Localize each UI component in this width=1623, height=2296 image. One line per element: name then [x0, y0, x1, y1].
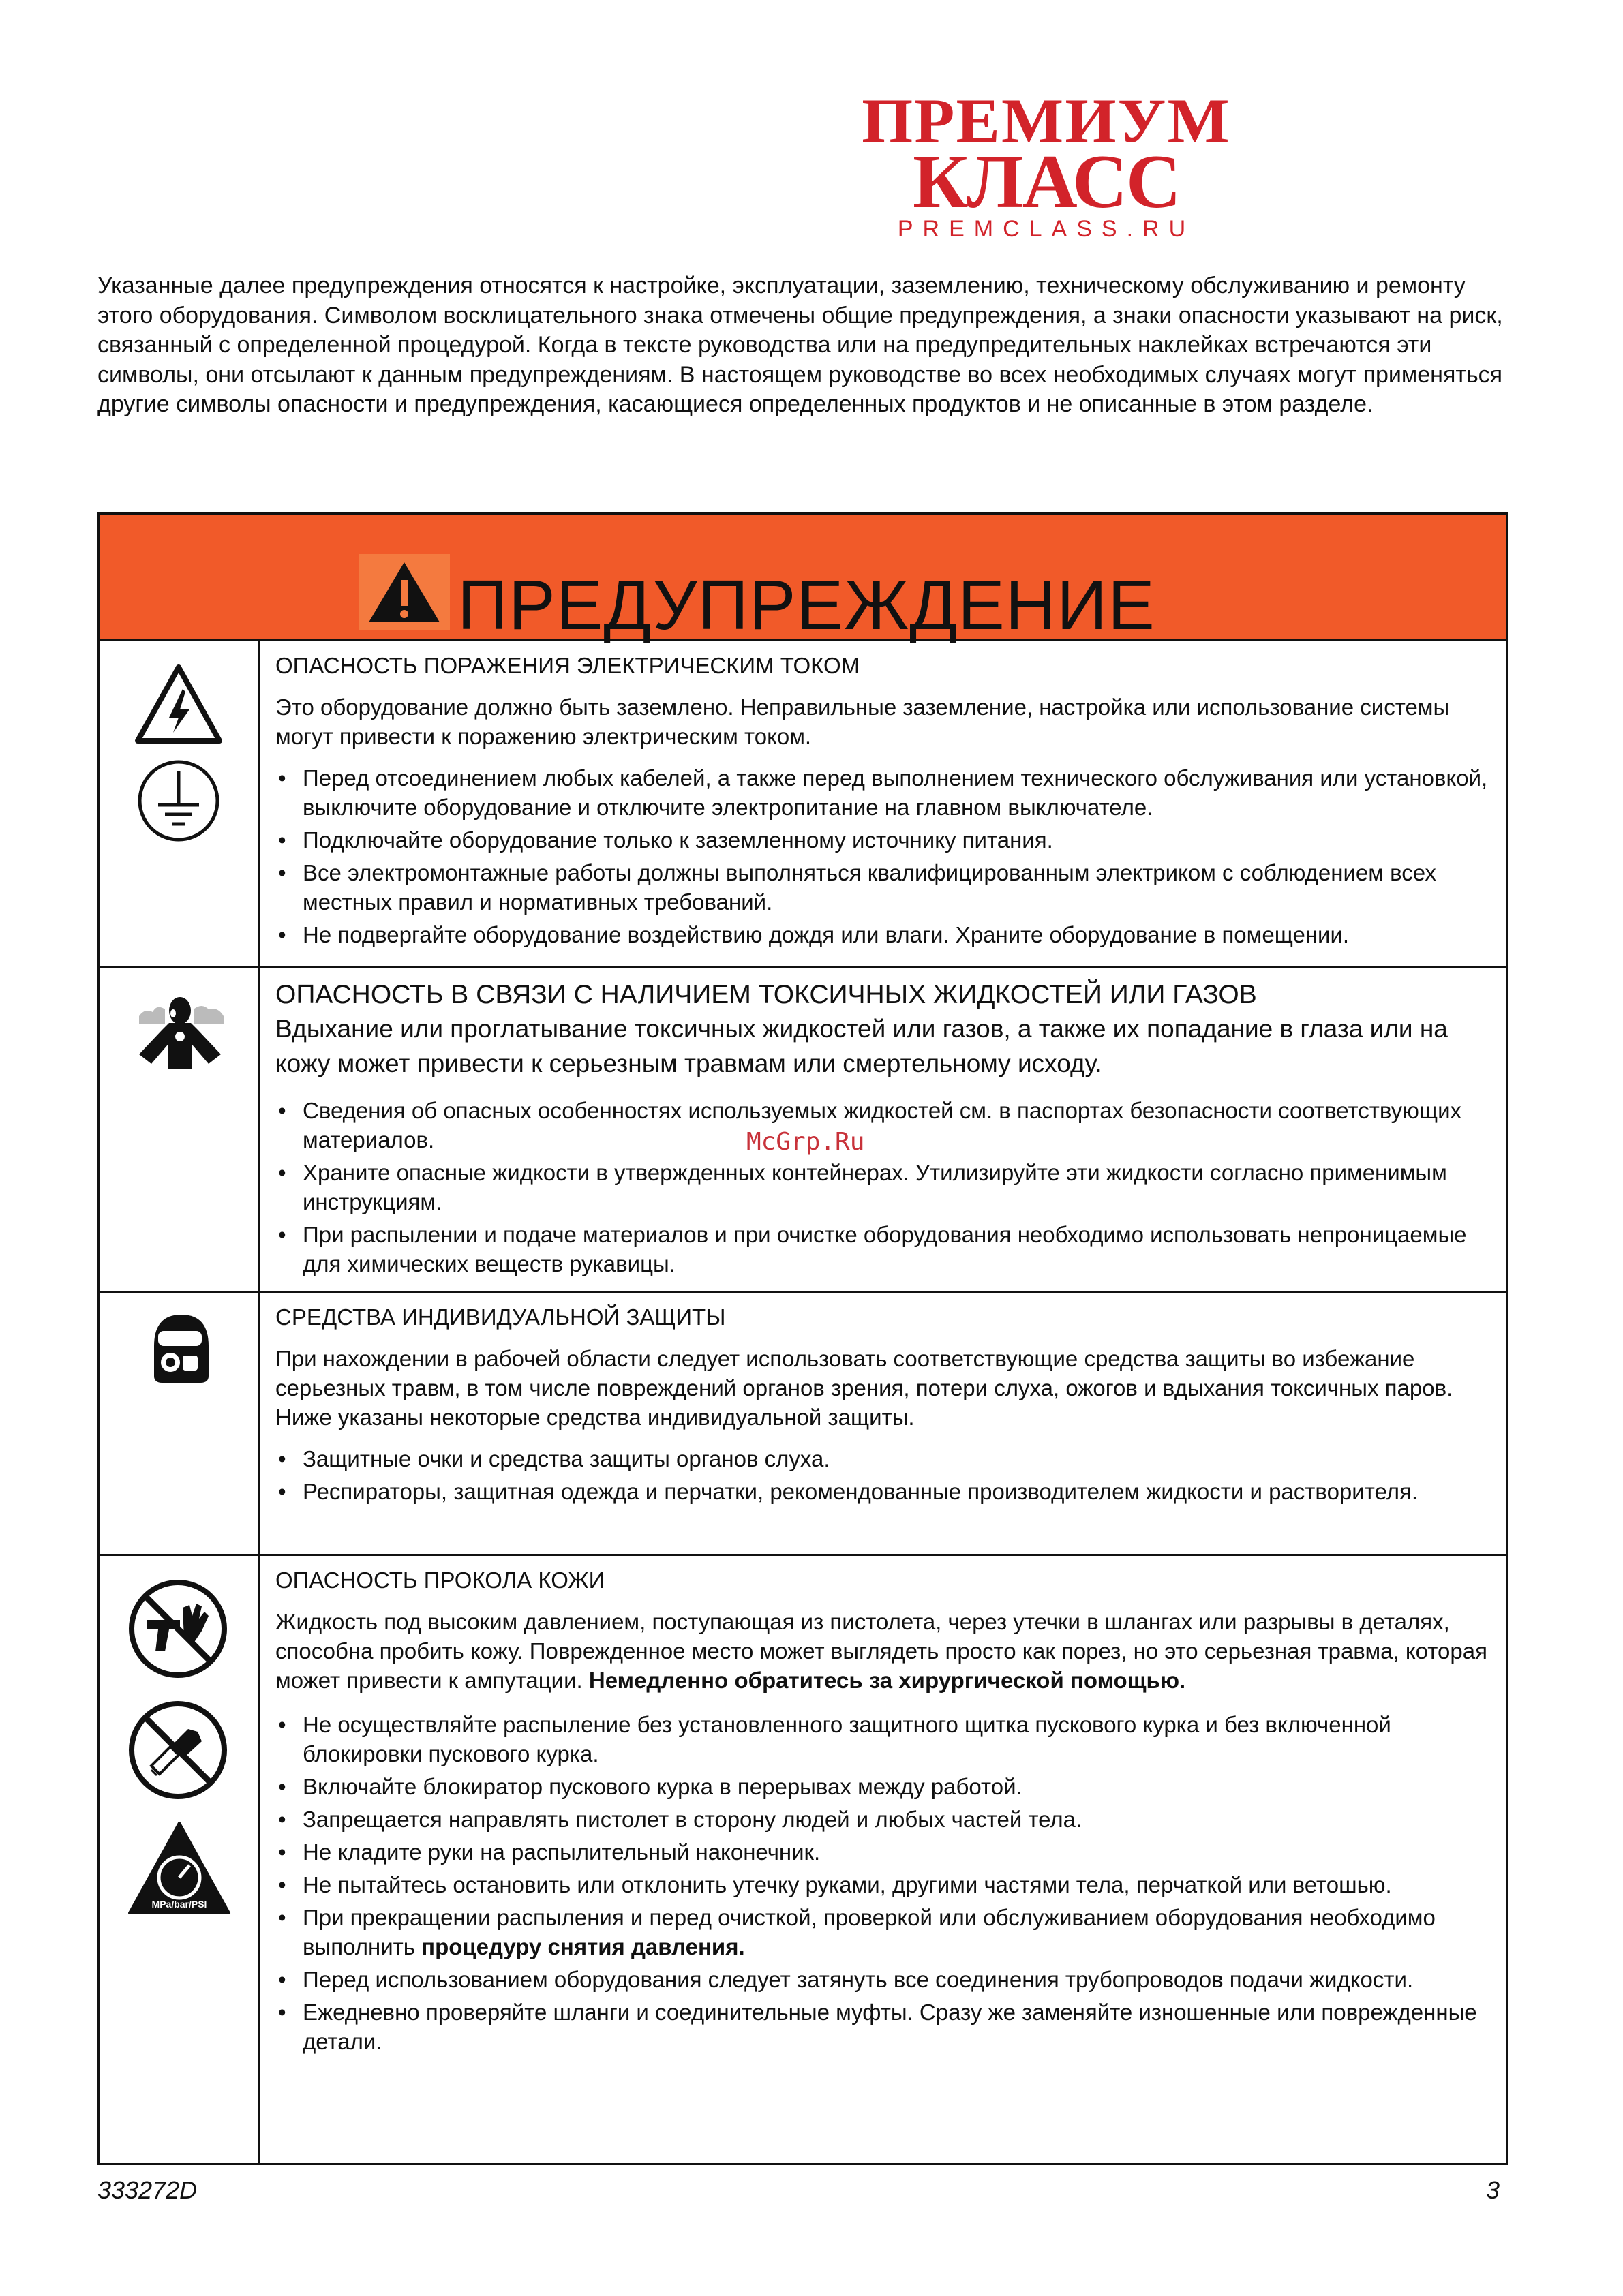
- electric-shock-icon: [134, 663, 224, 745]
- logo-line-2: КЛАСС: [913, 140, 1180, 224]
- section-skin-injection: [100, 1556, 1506, 2163]
- pressure-relief-procedure-ref: процедуру снятия давления.: [421, 1934, 745, 1959]
- section-text: [275, 1607, 1502, 1695]
- icon-column: [100, 968, 260, 1291]
- section-title: ОПАСНОСТЬ В СВЯЗИ С НАЛИЧИЕМ ТОКСИЧНЫХ ЖИДКОСТЕЙ ИЛИ ГАЗОВ: [275, 980, 1257, 1009]
- warning-triangle-icon: [359, 554, 450, 630]
- list-item-text: При прекращении распыления и перед очисткой, проверкой или обслуживанием оборудования необходимо выполнить: [303, 1905, 1436, 1959]
- list-item: • Перед отсоединением любых кабелей, а также перед выполнением технического обслуживания или установкой, выключите оборудование и отключите электропитание на главном выключателе.: [275, 763, 1502, 822]
- list-item: • Ежедневно проверяйте шланги и соединительные муфты. Сразу же заменяйте изношенные или поврежденные детали.: [275, 1997, 1502, 2056]
- section-text-bold: Немедленно обратитесь за хирургической помощью.: [588, 1668, 1186, 1693]
- warning-header: [100, 515, 1506, 644]
- list-item: • Сведения об опасных особенностях используемых жидкостей см. в паспортах безопасности соответствующих материалов.: [275, 1096, 1502, 1154]
- list-item: • Не подвергайте оборудование воздействию дождя или влаги. Храните оборудование в помещении.: [275, 920, 1502, 949]
- bullet-list: [275, 1710, 1502, 2056]
- logo: [862, 86, 1231, 242]
- list-item: • Защитные очки и средства защиты органов слуха.: [275, 1444, 1502, 1473]
- list-item: • Не осуществляйте распыление без установленного защитного щитка пускового курка и без включенной блокировки пускового курка.: [275, 1710, 1502, 1769]
- section-title: СРЕДСТВА ИНДИВИДУАЛЬНОЙ ЗАЩИТЫ: [275, 1304, 726, 1330]
- warning-table: [97, 512, 1508, 2165]
- pressure-label: MPa/bar/PSI: [151, 1899, 207, 1910]
- bullet-list: [275, 1444, 1502, 1506]
- section-title: ОПАСНОСТЬ ПРОКОЛА КОЖИ: [275, 1567, 605, 1593]
- section-text: Это оборудование должно быть заземлено. Неправильные заземление, настройка или использование системы могут привести к поражению электрическим током.: [275, 694, 1450, 749]
- watermark: McGrp.Ru: [746, 1128, 865, 1156]
- section-text: При нахождении в рабочей области следует использовать соответствующие средства защиты во избежание серьезных травм, в том числе повреждений органов зрения, потери слуха, ожогов и вдыхания токсичных паров. Ниже указаны некоторые средства индивидуальной защиты.: [275, 1346, 1453, 1430]
- icon-column: [100, 1293, 260, 1554]
- list-item: • Перед использованием оборудования следует затянуть все соединения трубопроводов подачи жидкости.: [275, 1965, 1502, 1994]
- list-item: • Подключайте оборудование только к заземленному источнику питания.: [275, 825, 1502, 855]
- pressure-relief-icon: [127, 1820, 232, 1916]
- section-text-main: Жидкость под высоким давлением, поступающая из пистолета, через утечки в шлангах или разрывы в деталях, способна пробить кожу. Поврежденное место может выглядеть просто как порез, но это серьезная травма, которая может привести к ампутации.: [275, 1609, 1487, 1693]
- logo-line-1: ПРЕМИУМ: [862, 86, 1231, 155]
- warning-title: ПРЕДУПРЕЖДЕНИЕ: [457, 566, 1155, 644]
- page-number: 3: [1486, 2176, 1500, 2204]
- list-item: • Не пытайтесь остановить или отклонить утечку руками, другими частями тела, перчаткой или ветошью.: [275, 1870, 1502, 1899]
- list-item: • При распылении и подаче материалов и при очистке оборудования необходимо использовать непроницаемые для химических веществ рукавицы.: [275, 1220, 1502, 1279]
- icon-column: [100, 1556, 260, 2163]
- section-electric: [100, 641, 1506, 968]
- logo-line-3: PREMCLASS.RU: [897, 216, 1196, 242]
- section-ppe: [100, 1293, 1506, 1556]
- intro-paragraph: Указанные далее предупреждения относятся к настройке, эксплуатации, заземлению, техническому обслуживанию и ремонту этого оборудования. Символом восклицательного знака отмечены общие предупреждения, а знаки опасности указывают на риск, связанный с определенной процедурой. Когда в тексте руководства или на предупредительных наклейках встречаются эти символы, они отсылают к данным предупреждениям. В настоящем руководстве во всех необходимых случаях могут применяться другие символы опасности и предупреждения, касающиеся определенных продуктов и не описанные в этом разделе.: [97, 273, 1503, 417]
- ground-icon: [136, 759, 221, 843]
- list-item: • Запрещается направлять пистолет в сторону людей и любых частей тела.: [275, 1805, 1502, 1834]
- bullet-list: [275, 1096, 1502, 1279]
- list-item: • Не кладите руки на распылительный наконечник.: [275, 1837, 1502, 1867]
- ppe-mask-icon: [146, 1311, 217, 1386]
- list-item: • Респираторы, защитная одежда и перчатки, рекомендованные производителем жидкости и растворителя.: [275, 1477, 1502, 1506]
- list-item: [275, 1903, 1502, 1961]
- icon-column: [100, 641, 260, 966]
- bullet-list: [275, 763, 1502, 949]
- section-title: ОПАСНОСТЬ ПОРАЖЕНИЯ ЭЛЕКТРИЧЕСКИМ ТОКОМ: [275, 653, 860, 678]
- toxic-fumes-icon: [134, 989, 229, 1071]
- section-text: Вдыхание или проглатывание токсичных жидкостей или газов, а также их попадание в глаза или на кожу может привести к серьезным травмам или смертельному исходу.: [275, 1015, 1448, 1077]
- list-item: • Все электромонтажные работы должны выполняться квалифицированным электриком с соблюдением всех местных правил и нормативных требований.: [275, 858, 1502, 917]
- list-item: • Храните опасные жидкости в утвержденных контейнерах. Утилизируйте эти жидкости согласно применимым инструкциям.: [275, 1158, 1502, 1216]
- document-number: 333272D: [97, 2176, 198, 2204]
- no-hand-on-tip-icon: [127, 1699, 229, 1801]
- list-item: • Включайте блокиратор пускового курка в перерывах между работой.: [275, 1772, 1502, 1801]
- no-hand-on-gun-icon: [127, 1578, 229, 1680]
